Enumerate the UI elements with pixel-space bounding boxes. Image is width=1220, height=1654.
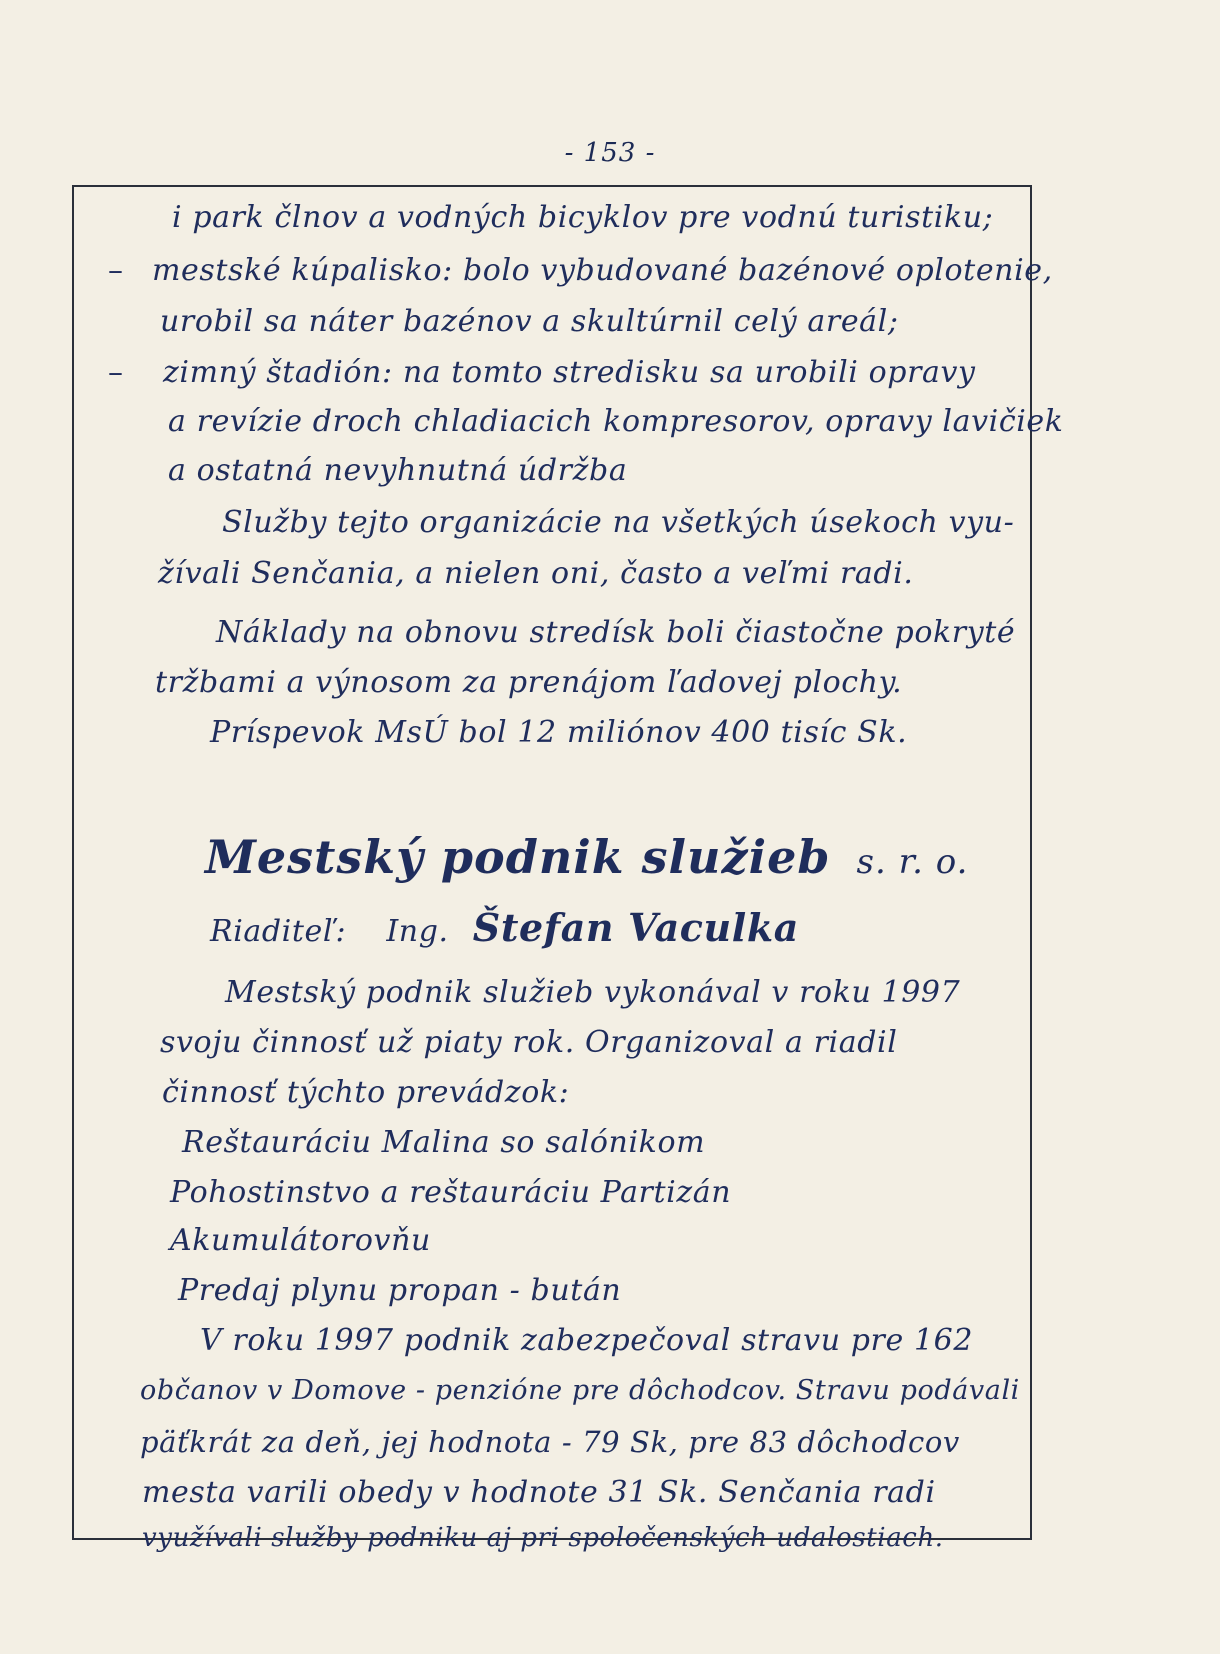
director-line	[210, 905, 799, 950]
text-line: mestské kúpalisko: bolo vybudované bazénové oplotenie,	[152, 253, 1053, 288]
text-line: Mestský podnik služieb vykonával v roku 1997	[225, 975, 961, 1010]
text-line: svoju činnosť už piaty rok. Organizoval a riadil	[160, 1025, 898, 1060]
director-title: Ing.	[386, 914, 449, 949]
text-line: občanov v Domove - penzióne pre dôchodcov. Stravu podávali	[140, 1375, 1020, 1406]
text-line: urobil sa náter bazénov a skultúrnil celý areál;	[160, 304, 899, 339]
page-number: - 153 -	[564, 138, 656, 168]
section-title-suffix: s. r. o.	[856, 842, 969, 882]
text-line: V roku 1997 podnik zabezpečoval stravu pre 162	[200, 1323, 974, 1358]
list-dash: –	[108, 253, 123, 288]
text-line: Pohostinstvo a reštauráciu Partizán	[170, 1175, 732, 1210]
text-line: Náklady na obnovu stredísk boli čiastočne pokryté	[216, 615, 1016, 650]
list-dash: –	[108, 355, 123, 390]
text-line: Reštauráciu Malina so salónikom	[182, 1125, 706, 1160]
text-line: Príspevok MsÚ bol 12 miliónov 400 tisíc Sk.	[210, 715, 908, 750]
section-title	[205, 830, 968, 884]
text-line: a ostatná nevyhnutná údržba	[168, 453, 628, 488]
text-line: Akumulátorovňu	[170, 1223, 431, 1258]
text-line: a revízie droch chladiacich kompresorov, opravy lavičiek	[168, 404, 1064, 439]
text-line: zimný štadión: na tomto stredisku sa urobili opravy	[163, 355, 976, 390]
text-line: tržbami a výnosom za prenájom ľadovej plochy.	[155, 665, 903, 700]
text-line: i park člnov a vodných bicyklov pre vodnú turistiku;	[172, 200, 994, 235]
text-line: žívali Senčania, a nielen oni, často a veľmi radi.	[158, 556, 914, 591]
section-title-text: Mestský podnik služieb	[205, 830, 831, 884]
text-line: päťkrát za deň, jej hodnota - 79 Sk, pre 83 dôchodcov	[140, 1425, 960, 1459]
text-line: Služby tejto organizácie na všetkých úsekoch vyu-	[222, 505, 1015, 540]
text-line: činnosť týchto prevádzok:	[162, 1075, 570, 1110]
text-line: mesta varili obedy v hodnote 31 Sk. Senčania radi	[142, 1475, 936, 1510]
text-line: využívali služby podniku aj pri spoločenských udalostiach.	[142, 1523, 944, 1553]
director-label: Riaditeľ:	[210, 914, 347, 949]
text-line: Predaj plynu propan - bután	[178, 1273, 622, 1308]
director-name: Štefan Vaculka	[472, 905, 799, 950]
